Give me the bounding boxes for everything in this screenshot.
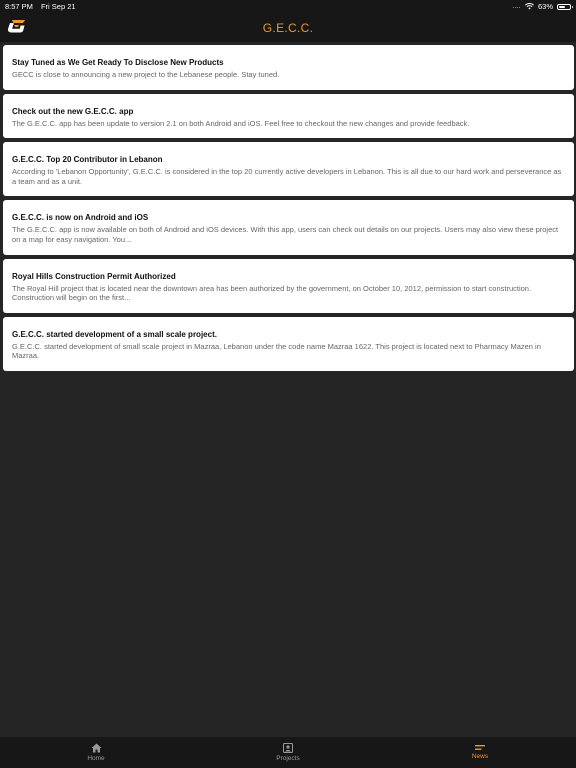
news-title: Check out the new G.E.C.C. app — [12, 106, 134, 116]
status-date: Fri Sep 21 — [40, 2, 76, 11]
tab-projects[interactable] — [192, 737, 384, 768]
news-item[interactable] — [3, 259, 574, 313]
news-title: G.E.C.C. Top 20 Contributor in Lebanon — [12, 155, 163, 165]
tab-news[interactable] — [384, 737, 576, 768]
tab-home[interactable] — [0, 737, 192, 768]
page-title: G.E.C.C. — [262, 20, 314, 35]
news-item[interactable] — [3, 142, 574, 196]
tab-bar — [0, 737, 576, 768]
signal-icon: .... — [512, 3, 521, 10]
news-title: G.E.C.C. started development of a small scale project. — [12, 329, 217, 339]
nav-bar — [0, 13, 576, 42]
news-summary: The G.E.C.C. app is now available on both of Android and iOS devices. With this app, users can check out details on our projects. Users may also view these project on a map for easy navigation. You... — [12, 225, 559, 244]
tab-label: Home — [87, 755, 105, 762]
home-icon — [91, 743, 102, 753]
news-item[interactable] — [3, 94, 574, 139]
news-summary: The G.E.C.C. app has been update to version 2.1 on both Android and iOS. Feel free to checkout the new changes and provide feedback. — [12, 118, 470, 128]
battery-icon — [557, 4, 571, 10]
status-bar — [0, 0, 576, 13]
wifi-icon — [525, 3, 534, 10]
news-list — [0, 42, 576, 375]
news-icon — [475, 745, 485, 751]
news-title: Stay Tuned as We Get Ready To Disclose New Products — [12, 58, 224, 67]
projects-icon — [283, 743, 293, 753]
news-item[interactable] — [3, 45, 574, 90]
battery-percent: 63% — [537, 2, 553, 11]
tab-label: Projects — [276, 755, 300, 762]
news-title: G.E.C.C. is now on Android and iOS — [12, 213, 149, 223]
status-time: 8:57 PM — [5, 2, 33, 11]
news-summary: According to 'Lebanon Opportunity', G.E.C.C. is considered in the top 20 currently active developers in Lebanon. This is all due to our hard work and perseverance as a team and as a unit. — [12, 167, 562, 186]
news-item[interactable] — [3, 200, 574, 254]
news-item[interactable] — [3, 317, 574, 371]
news-summary: GECC is close to announcing a new project to the Lebanese people. Stay tuned. — [12, 70, 280, 79]
gecc-logo-icon — [7, 19, 26, 34]
news-summary: G.E.C.C. started development of small scale project in Mazraa, Lebanon under the code name Mazraa 1622. This project is located next to Pharmacy Mazen in Mazraa. — [12, 341, 541, 361]
news-title: Royal Hills Construction Permit Authorized — [12, 271, 176, 281]
tab-label: News — [471, 753, 489, 760]
news-summary: The Royal Hill project that is located near the downtown area has been authorized by the government, on October 10, 2012, permission to start construction. Construction will begin on the first... — [12, 283, 532, 303]
battery-level — [559, 6, 565, 8]
